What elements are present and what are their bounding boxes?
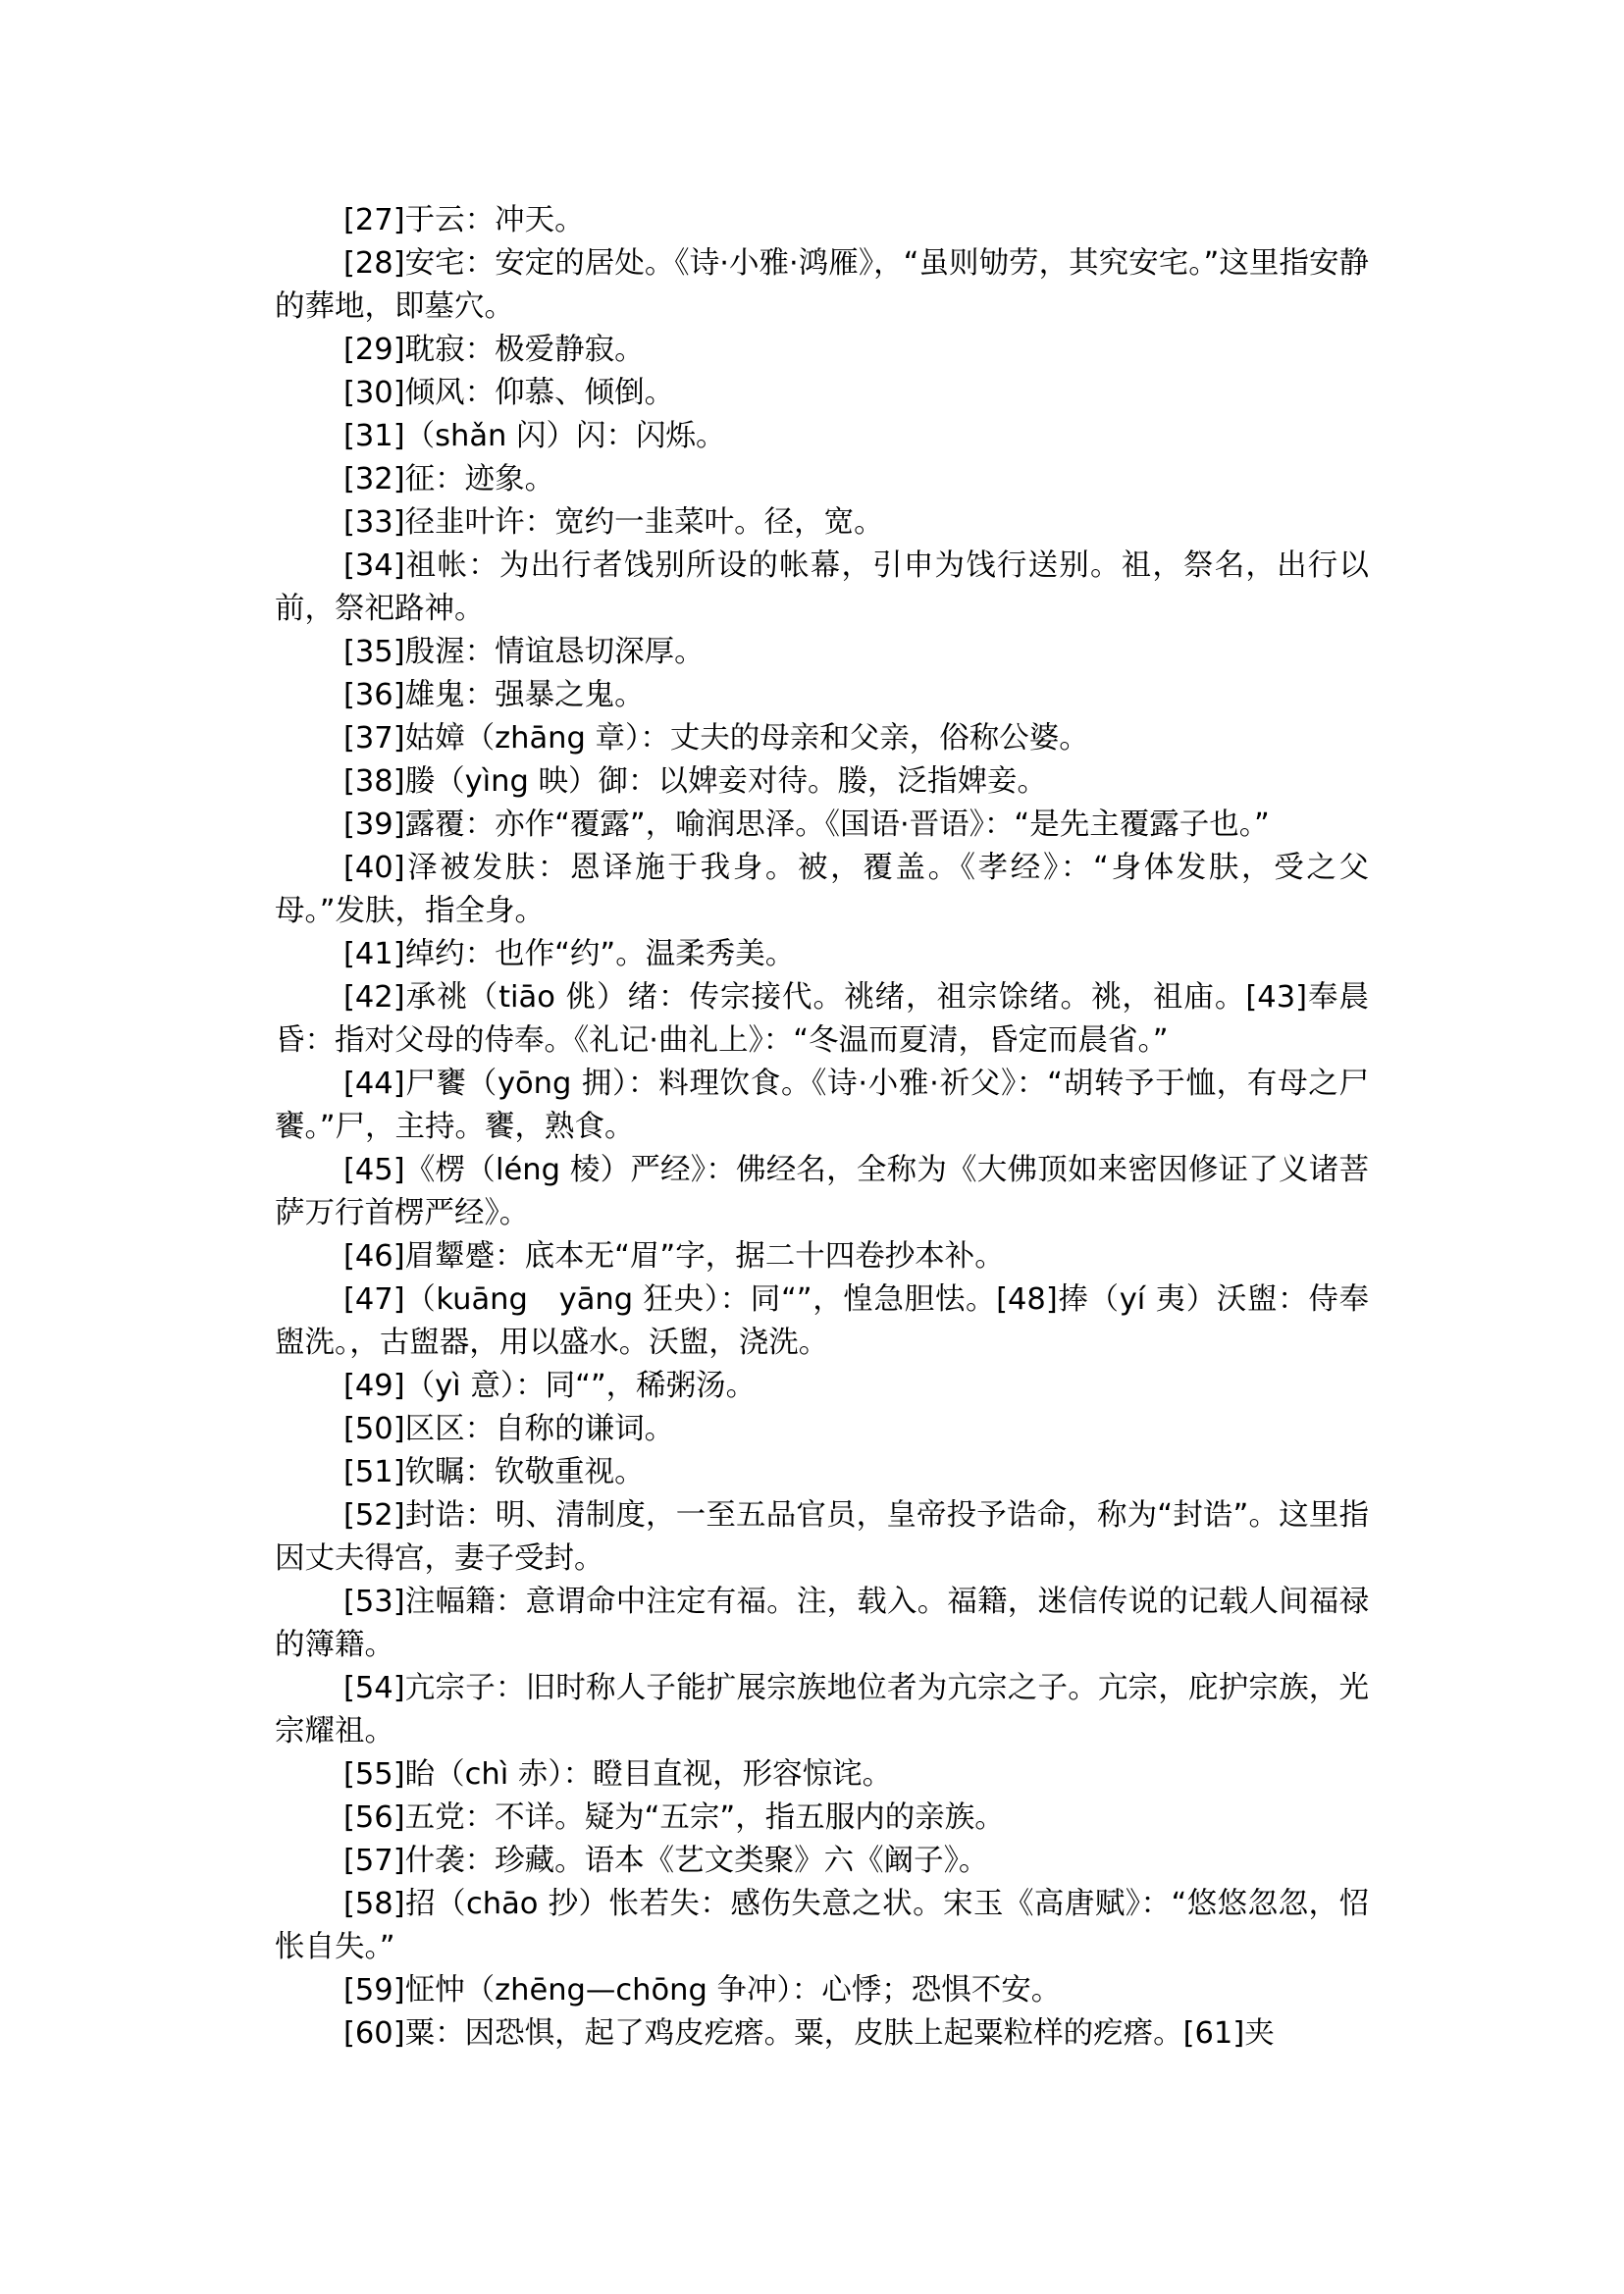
annotation-30: [30]倾风：仰慕、倾倒。 xyxy=(343,376,675,410)
annotation-51: [51]钦瞩：钦敬重视。 xyxy=(343,1455,645,1489)
annotation-54: [54]亢宗子：旧时称人子能扩展宗族地位者为亢宗之子。亢宗，庇护宗族，光宗耀祖。 xyxy=(275,1671,1369,1748)
annotation-38: [38]媵（yìng 映）御：以婢妾对待。媵，泛指婢妾。 xyxy=(343,764,1048,799)
annotation-59: [59]怔忡（zhēng—chōng 争冲）：心悸；恐惧不安。 xyxy=(343,1973,1062,2007)
annotation-47-48: [47]（kuāng yāng 狂央）：同“”，惶急胆怯。[48]捧（yí 夷）沃盥：侍奉盥洗。，古盥器，用以盛水。沃盥，浇洗。 xyxy=(275,1282,1369,1360)
annotation-33: [33]径韭叶许：宽约一韭菜叶。径，宽。 xyxy=(343,505,884,540)
annotation-39: [39]露覆：亦作“覆露”，喻润思泽。《国语·晋语》：“是先主覆露子也。” xyxy=(343,808,1270,842)
annotation-60-61: [60]粟：因恐惧，起了鸡皮疙瘩。粟，皮肤上起粟粒样的疙瘩。[61]夹 xyxy=(343,2016,1275,2051)
annotation-45: [45]《楞（léng 棱）严经》：佛经名，全称为《大佛顶如来密因修证了义诸菩萨万行首楞严经》。 xyxy=(275,1153,1369,1230)
annotation-32: [32]征：迹象。 xyxy=(343,462,555,496)
annotation-42-43: [42]承祧（tiāo 佻）绪：传宗接代。祧绪，祖宗馀绪。祧，祖庙。[43]奉晨昏：指对父母的侍奉。《礼记·曲礼上》：“冬温而夏清，昏定而晨省。” xyxy=(275,980,1369,1058)
annotation-58: [58]招（chāo 抄）怅若失：感伤失意之状。宋玉《高唐赋》：“悠悠忽忽，怊怅自失。” xyxy=(275,1887,1369,1964)
annotation-list xyxy=(275,199,1369,2056)
annotation-53: [53]注幅籍：意谓命中注定有福。注，载入。福籍，迷信传说的记载人间福禄的簿籍。 xyxy=(275,1585,1369,1662)
annotation-57: [57]什袭：珍藏。语本《艺文类聚》六《阚子》。 xyxy=(343,1844,989,1878)
annotation-34: [34]祖帐：为出行者饯别所设的帐幕，引申为饯行送别。祖，祭名，出行以前，祭祀路神。 xyxy=(275,548,1369,626)
annotation-56: [56]五党：不详。疑为“五宗”，指五服内的亲族。 xyxy=(343,1800,1005,1835)
annotation-44: [44]尸饔（yōng 拥）：料理饮食。《诗·小雅·祈父》：“胡转予于恤，有母之尸饔。”尸，主持。饔，熟食。 xyxy=(275,1067,1369,1144)
annotation-29: [29]耽寂：极爱静寂。 xyxy=(343,333,645,367)
annotation-40: [40]泽被发肤：恩译施于我身。被，覆盖。《孝经》：“身体发肤，受之父母。”发肤，指全身。 xyxy=(275,851,1369,928)
annotation-35: [35]殷渥：情谊恳切深厚。 xyxy=(343,635,705,669)
annotation-28: [28]安宅：安定的居处。《诗·小雅·鸿雁》，“虽则劬劳，其究安宅。”这里指安静的葬地，即墓穴。 xyxy=(275,246,1369,324)
annotation-52: [52]封诰：明、清制度，一至五品官员，皇帝投予诰命，称为“封诰”。这里指因丈夫得宫，妻子受封。 xyxy=(275,1498,1369,1576)
annotation-46: [46]眉颦蹙：底本无“眉”字，据二十四卷抄本补。 xyxy=(343,1239,1005,1274)
annotation-41: [41]绰约：也作“约”。温柔秀美。 xyxy=(343,937,796,971)
annotation-27: [27]于云：冲天。 xyxy=(343,203,585,237)
annotation-31: [31]（shǎn 闪）闪：闪烁。 xyxy=(343,419,726,453)
annotation-55: [55]眙（chì 赤）：瞪目直视，形容惊诧。 xyxy=(343,1757,893,1792)
annotation-36: [36]雄鬼：强暴之鬼。 xyxy=(343,678,645,712)
annotation-50: [50]区区：自称的谦词。 xyxy=(343,1412,675,1446)
annotation-37: [37]姑嫜（zhāng 章）：丈夫的母亲和父亲，俗称公婆。 xyxy=(343,721,1089,756)
annotation-49: [49]（yì 意）：同“”，稀粥汤。 xyxy=(343,1369,757,1403)
